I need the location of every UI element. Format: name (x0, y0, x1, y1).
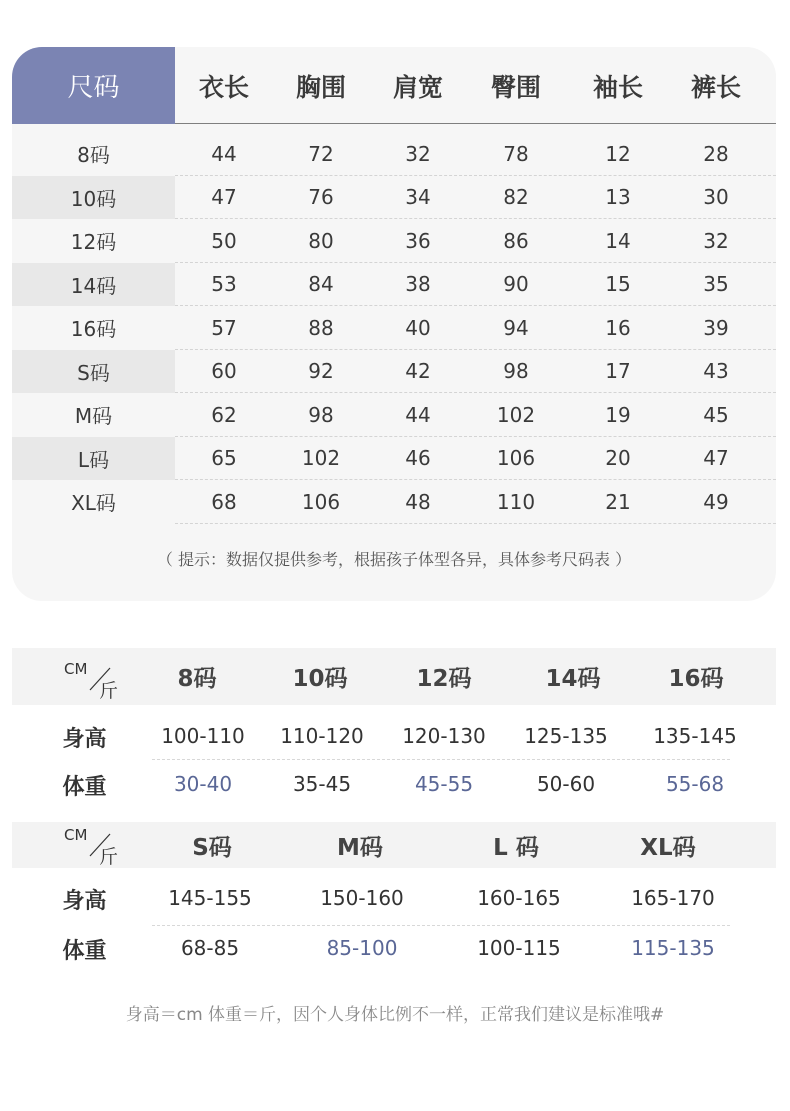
hw1-height-8: 100-110 (161, 724, 245, 748)
size-row-label: S码 (12, 350, 175, 394)
hw1-weight-16: 55-68 (665, 772, 725, 796)
table-cell: 42 (405, 359, 431, 384)
size-row-label: L码 (12, 437, 175, 481)
hw2-weight-xl: 115-135 (631, 936, 715, 960)
table-cell: 106 (496, 446, 536, 471)
hw2-height-m: 150-160 (320, 886, 404, 910)
table-cell: 72 (308, 141, 334, 166)
hw2-height-xl: 165-170 (631, 886, 715, 910)
bottom-note: 身高＝cm 体重＝斤，因个人身体比例不一样，正常我们建议是标准哦# (125, 1005, 665, 1025)
table-cell: 50 (211, 228, 237, 253)
table-cell: 60 (211, 359, 237, 384)
row-divider (152, 925, 730, 926)
hw2-weight-s: 68-85 (180, 936, 240, 960)
table-cell: 44 (211, 141, 237, 166)
hw1-weight-12: 45-55 (414, 772, 474, 796)
size-header-label: 尺码 (12, 47, 175, 124)
size-row-label: XL码 (71, 491, 116, 516)
table-cell: 53 (211, 272, 237, 297)
size-table-note: （ 提示：数据仅提供参考，根据孩子体型各异，具体参考尺码表 ） (156, 550, 632, 569)
hw1-col-14: 14码 (545, 666, 601, 692)
hw2-height-s: 145-155 (168, 886, 252, 910)
hw2-height-l: 160-165 (477, 886, 561, 910)
hw2-col-m: M码 (337, 834, 383, 861)
row-divider (152, 759, 730, 760)
hw2-weight-l: 100-115 (477, 936, 561, 960)
table-cell: 94 (503, 315, 529, 340)
hw1-weight-8: 30-40 (173, 772, 233, 796)
row-divider (175, 523, 776, 524)
table-row (12, 263, 776, 307)
hw2-height-label: 身高 (62, 889, 107, 914)
table-cell: 47 (211, 185, 237, 210)
column-header-hip: 臀围 (490, 72, 541, 102)
unit-jin-label: 斤 (99, 846, 119, 868)
table-cell: 45 (703, 402, 729, 427)
table-cell: 110 (496, 489, 536, 514)
table-cell: 80 (308, 228, 334, 253)
table-cell: 65 (211, 446, 237, 471)
table-cell: 38 (405, 272, 431, 297)
table-cell: 13 (605, 185, 631, 210)
table-row (12, 132, 776, 176)
table-row (12, 393, 776, 437)
table-cell: 44 (405, 402, 431, 427)
hw2-col-l: L 码 (493, 834, 539, 861)
table-cell: 102 (496, 402, 536, 427)
table-row (12, 480, 776, 524)
hw1-height-10: 110-120 (280, 724, 364, 748)
table-cell: 92 (308, 359, 334, 384)
size-table-header (12, 47, 776, 124)
table-cell: 86 (503, 228, 529, 253)
table-cell: 14 (605, 228, 631, 253)
table-cell: 48 (405, 489, 431, 514)
hw1-col-8: 8码 (177, 666, 217, 692)
table-cell: 98 (308, 402, 334, 427)
table-cell: 19 (605, 402, 631, 427)
hw1-col-10: 10码 (292, 666, 348, 692)
hw1-weight-14: 50-60 (536, 772, 596, 796)
table-cell: 28 (703, 141, 729, 166)
unit-label (56, 660, 126, 704)
size-table (12, 47, 776, 601)
table-cell: 16 (605, 315, 631, 340)
hw2-weight-label: 体重 (62, 939, 107, 964)
table-cell: 20 (605, 446, 631, 471)
table-row (12, 350, 776, 394)
hw-table-1-header (12, 648, 776, 705)
table-cell: 32 (405, 141, 431, 166)
table-cell: 68 (211, 489, 237, 514)
table-cell: 12 (605, 141, 631, 166)
unit-jin-label: 斤 (99, 680, 119, 702)
hw1-height-label: 身高 (62, 727, 107, 752)
table-cell: 84 (308, 272, 334, 297)
hw1-height-14: 125-135 (524, 724, 608, 748)
table-cell: 76 (308, 185, 334, 210)
table-row (12, 306, 776, 350)
table-cell: 88 (308, 315, 334, 340)
table-row (12, 219, 776, 263)
hw2-weight-m: 85-100 (326, 936, 398, 960)
table-cell: 30 (703, 185, 729, 210)
hw1-weight-label: 体重 (62, 775, 107, 800)
table-cell: 82 (503, 185, 529, 210)
unit-cm-label: CM (64, 660, 88, 678)
unit-cm-label: CM (64, 826, 88, 844)
table-cell: 78 (503, 141, 529, 166)
column-header-pants: 裤长 (690, 72, 741, 102)
unit-label (56, 826, 126, 870)
hw2-col-s: S码 (192, 834, 232, 861)
table-cell: 43 (703, 359, 729, 384)
size-row-label: 12码 (70, 230, 117, 255)
size-row-label: 10码 (12, 176, 175, 220)
column-header-sleeve: 袖长 (592, 72, 643, 102)
size-row-label: 14码 (12, 263, 175, 307)
table-cell: 32 (703, 228, 729, 253)
column-header-length: 衣长 (198, 72, 249, 102)
table-cell: 35 (703, 272, 729, 297)
table-cell: 39 (703, 315, 729, 340)
table-cell: 46 (405, 446, 431, 471)
table-cell: 98 (503, 359, 529, 384)
table-cell: 21 (605, 489, 631, 514)
table-cell: 15 (605, 272, 631, 297)
hw1-weight-10: 35-45 (292, 772, 352, 796)
table-cell: 106 (301, 489, 341, 514)
table-cell: 102 (301, 446, 341, 471)
column-header-chest: 胸围 (295, 72, 346, 102)
hw1-col-16: 16码 (668, 666, 724, 692)
hw1-col-12: 12码 (416, 666, 472, 692)
table-cell: 62 (211, 402, 237, 427)
table-cell: 47 (703, 446, 729, 471)
table-cell: 57 (211, 315, 237, 340)
table-row (12, 437, 776, 481)
table-cell: 36 (405, 228, 431, 253)
size-row-label: M码 (74, 404, 113, 429)
size-row-label: 8码 (77, 143, 110, 168)
hw-table-2-header (12, 822, 776, 868)
column-header-shoulder: 肩宽 (392, 72, 443, 102)
table-cell: 17 (605, 359, 631, 384)
table-cell: 90 (503, 272, 529, 297)
hw1-height-12: 120-130 (402, 724, 486, 748)
table-row (12, 176, 776, 220)
table-cell: 49 (703, 489, 729, 514)
hw2-col-xl: XL码 (640, 834, 696, 861)
table-cell: 40 (405, 315, 431, 340)
size-row-label: 16码 (70, 317, 117, 342)
hw1-height-16: 135-145 (653, 724, 737, 748)
table-cell: 34 (405, 185, 431, 210)
